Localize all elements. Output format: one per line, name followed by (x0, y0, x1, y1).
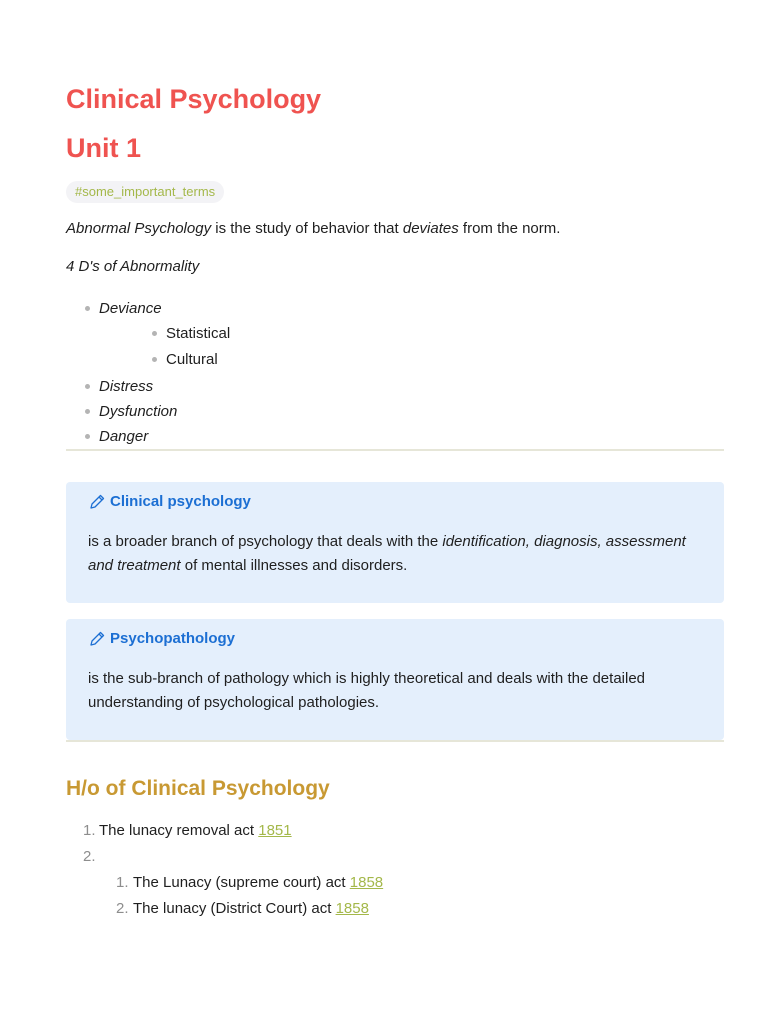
list-item: Statistical (99, 321, 724, 347)
list-item: Dysfunction (66, 399, 724, 424)
year-link[interactable]: 1858 (349, 874, 384, 891)
bullet-icon (85, 434, 90, 439)
history-list (66, 818, 724, 922)
tag-important-terms[interactable]: #some_important_terms (66, 181, 224, 203)
bullet-icon (85, 384, 90, 389)
list-item: 2. 1. The Lunacy (supreme court) act 1858 2. The lunacy (District Court) act 1858 (66, 844, 724, 922)
list-item: 1. The Lunacy (supreme court) act 1858 (116, 874, 384, 891)
list-item: Cultural (99, 347, 724, 373)
callout-clinical-psychology (66, 482, 724, 603)
bullet-icon (152, 331, 157, 336)
list-item: 1. The lunacy removal act 1851 (83, 822, 292, 839)
term-abnormal-psychology: Abnormal Psychology (66, 220, 212, 237)
year-link[interactable]: 1858 (335, 900, 369, 917)
divider (66, 449, 724, 451)
deviance-sublist (99, 321, 724, 374)
callout-body: is a broader branch of psychology that deals with the identification, diagnosis, assessment and treatment of mental illnesses and disorders. (88, 533, 686, 574)
list-item: Danger (66, 424, 724, 449)
page-title: Clinical Psychology (66, 84, 322, 114)
callout-title[interactable]: Clinical psychology (88, 492, 702, 512)
pencil-icon (88, 630, 106, 648)
callout-title[interactable]: Psychopathology (88, 629, 702, 649)
list-item: Deviance Statistical Cultural (66, 296, 724, 374)
pencil-icon (88, 493, 106, 511)
bullet-icon (152, 357, 157, 362)
bullet-icon (85, 306, 90, 311)
intro-paragraph: Abnormal Psychology is the study of behavior that deviates from the norm. (66, 220, 561, 237)
four-ds-heading: 4 D's of Abnormality (66, 258, 200, 275)
year-link[interactable]: 1851 (258, 822, 292, 839)
list-item: Distress (66, 374, 724, 399)
four-ds-list (66, 296, 724, 449)
unit-heading: Unit 1 (66, 133, 142, 163)
callout-psychopathology (66, 619, 724, 740)
bullet-icon (85, 409, 90, 414)
list-item: 2. The lunacy (District Court) act 1858 (116, 900, 369, 917)
callout-body: is the sub-branch of pathology which is highly theoretical and deals with the detailed understanding of psychological pathologies. (88, 670, 646, 711)
divider (66, 740, 724, 742)
history-sublist (99, 870, 724, 922)
history-heading: H/o of Clinical Psychology (66, 777, 330, 800)
